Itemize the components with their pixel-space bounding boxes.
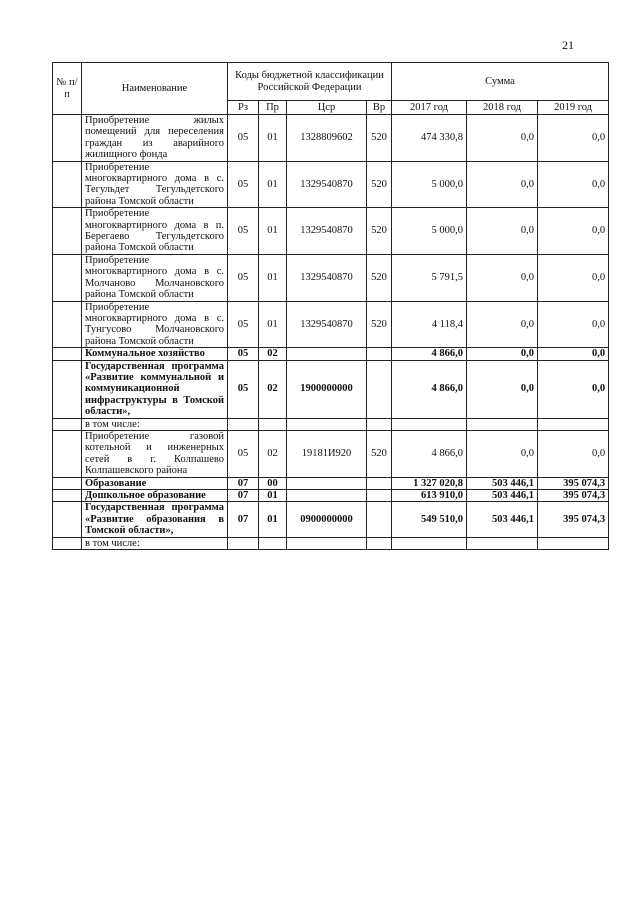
- table-row: [53, 502, 609, 537]
- table-row: [53, 348, 609, 360]
- cell-rz: 05: [228, 430, 259, 477]
- cell-rz: [228, 418, 259, 430]
- cell-pr: 02: [259, 348, 287, 360]
- cell-vr: 520: [367, 254, 392, 301]
- cell-number: [53, 490, 82, 502]
- header-2017: 2017 год: [392, 101, 467, 115]
- cell-csr: 1329540870: [287, 301, 367, 348]
- cell-rz: 05: [228, 115, 259, 162]
- cell-rz: 07: [228, 490, 259, 502]
- cell-number: [53, 418, 82, 430]
- cell-number: [53, 360, 82, 418]
- cell-csr: [287, 418, 367, 430]
- cell-2018: 503 446,1: [467, 477, 538, 489]
- cell-pr: 02: [259, 430, 287, 477]
- cell-csr: 1328809602: [287, 115, 367, 162]
- cell-2018: [467, 418, 538, 430]
- cell-2018: 0,0: [467, 208, 538, 255]
- cell-vr: [367, 502, 392, 537]
- cell-2019: 0,0: [538, 115, 609, 162]
- page-number: 21: [562, 38, 574, 52]
- cell-pr: 00: [259, 477, 287, 489]
- header-2019: 2019 год: [538, 101, 609, 115]
- cell-pr: 01: [259, 115, 287, 162]
- cell-pr: 01: [259, 490, 287, 502]
- cell-2019: 0,0: [538, 430, 609, 477]
- cell-2018: 0,0: [467, 254, 538, 301]
- cell-pr: 01: [259, 301, 287, 348]
- cell-rz: 05: [228, 254, 259, 301]
- cell-2018: 0,0: [467, 161, 538, 208]
- cell-2018: 503 446,1: [467, 490, 538, 502]
- table-row: [53, 490, 609, 502]
- table-row: [53, 208, 609, 255]
- cell-number: [53, 502, 82, 537]
- header-number: № п/п: [53, 63, 82, 115]
- cell-2019: 395 074,3: [538, 502, 609, 537]
- cell-2019: 0,0: [538, 348, 609, 360]
- cell-name: Государственная программа «Развитие образования в Томской области»,: [82, 502, 228, 537]
- cell-csr: 19181И920: [287, 430, 367, 477]
- cell-number: [53, 115, 82, 162]
- cell-2017: 5 000,0: [392, 161, 467, 208]
- cell-pr: 01: [259, 208, 287, 255]
- cell-2017: 1 327 020,8: [392, 477, 467, 489]
- cell-csr: [287, 537, 367, 549]
- cell-2018: 0,0: [467, 430, 538, 477]
- table-row: [53, 254, 609, 301]
- cell-name: в том числе:: [82, 537, 228, 549]
- cell-rz: 05: [228, 360, 259, 418]
- cell-2019: 395 074,3: [538, 490, 609, 502]
- header-rz: Рз: [228, 101, 259, 115]
- cell-vr: [367, 348, 392, 360]
- cell-2017: 4 118,4: [392, 301, 467, 348]
- cell-name: Приобретение многоквартирного дома в с. Тегульдет Тегульдетского района Томской области: [82, 161, 228, 208]
- cell-number: [53, 254, 82, 301]
- cell-vr: 520: [367, 301, 392, 348]
- cell-2019: 0,0: [538, 254, 609, 301]
- table-row: [53, 161, 609, 208]
- cell-vr: [367, 477, 392, 489]
- cell-number: [53, 348, 82, 360]
- cell-number: [53, 430, 82, 477]
- cell-pr: [259, 418, 287, 430]
- cell-2018: 0,0: [467, 115, 538, 162]
- cell-name: Приобретение многоквартирного дома в с. Молчаново Молчановского района Томской области: [82, 254, 228, 301]
- cell-2019: 0,0: [538, 208, 609, 255]
- cell-number: [53, 301, 82, 348]
- cell-2018: 503 446,1: [467, 502, 538, 537]
- cell-csr: 0900000000: [287, 502, 367, 537]
- table-row: [53, 430, 609, 477]
- cell-rz: 05: [228, 208, 259, 255]
- cell-2017: 549 510,0: [392, 502, 467, 537]
- cell-name: Образование: [82, 477, 228, 489]
- budget-table: [52, 62, 609, 550]
- cell-number: [53, 477, 82, 489]
- cell-pr: 01: [259, 502, 287, 537]
- cell-2017: 5 000,0: [392, 208, 467, 255]
- cell-number: [53, 208, 82, 255]
- cell-csr: [287, 477, 367, 489]
- header-sum: Сумма: [392, 63, 609, 101]
- header-vr: Вр: [367, 101, 392, 115]
- cell-name: Приобретение газовой котельной и инженерных сетей в г. Колпашево Колпашевского района: [82, 430, 228, 477]
- cell-vr: 520: [367, 115, 392, 162]
- cell-2019: 0,0: [538, 161, 609, 208]
- cell-rz: 07: [228, 477, 259, 489]
- cell-rz: 05: [228, 301, 259, 348]
- cell-2017: 474 330,8: [392, 115, 467, 162]
- cell-rz: 05: [228, 348, 259, 360]
- cell-csr: 1329540870: [287, 254, 367, 301]
- cell-rz: 05: [228, 161, 259, 208]
- header-2018: 2018 год: [467, 101, 538, 115]
- cell-name: Дошкольное образование: [82, 490, 228, 502]
- table-row: [53, 115, 609, 162]
- header-name: Наименование: [82, 63, 228, 115]
- cell-name: Коммунальное хозяйство: [82, 348, 228, 360]
- cell-vr: [367, 490, 392, 502]
- cell-2019: 395 074,3: [538, 477, 609, 489]
- table-row: [53, 360, 609, 418]
- table-row: [53, 537, 609, 549]
- cell-rz: [228, 537, 259, 549]
- cell-name: Государственная программа «Развитие коммунальной и коммуникационной инфраструктуры в Томской области»,: [82, 360, 228, 418]
- cell-name: в том числе:: [82, 418, 228, 430]
- cell-2019: 0,0: [538, 301, 609, 348]
- cell-2017: 4 866,0: [392, 348, 467, 360]
- cell-vr: 520: [367, 208, 392, 255]
- cell-name: Приобретение многоквартирного дома в с. Тунгусово Молчановского района Томской области: [82, 301, 228, 348]
- cell-2018: 0,0: [467, 348, 538, 360]
- cell-vr: 520: [367, 161, 392, 208]
- cell-2017: [392, 418, 467, 430]
- cell-2019: [538, 537, 609, 549]
- cell-csr: [287, 490, 367, 502]
- cell-2017: 5 791,5: [392, 254, 467, 301]
- cell-pr: 01: [259, 161, 287, 208]
- table-row: [53, 418, 609, 430]
- cell-vr: [367, 360, 392, 418]
- cell-number: [53, 161, 82, 208]
- header-csr: Цср: [287, 101, 367, 115]
- cell-2018: 0,0: [467, 301, 538, 348]
- cell-2017: [392, 537, 467, 549]
- header-pr: Пр: [259, 101, 287, 115]
- cell-vr: 520: [367, 430, 392, 477]
- cell-rz: 07: [228, 502, 259, 537]
- cell-vr: [367, 537, 392, 549]
- cell-2017: 4 866,0: [392, 430, 467, 477]
- cell-2019: [538, 418, 609, 430]
- cell-2017: 4 866,0: [392, 360, 467, 418]
- cell-vr: [367, 418, 392, 430]
- cell-csr: 1329540870: [287, 208, 367, 255]
- cell-name: Приобретение жилых помещений для переселения граждан из аварийного жилищного фонда: [82, 115, 228, 162]
- cell-2019: 0,0: [538, 360, 609, 418]
- cell-2017: 613 910,0: [392, 490, 467, 502]
- cell-pr: 01: [259, 254, 287, 301]
- table-row: [53, 301, 609, 348]
- cell-csr: [287, 348, 367, 360]
- table-row: [53, 477, 609, 489]
- cell-pr: [259, 537, 287, 549]
- cell-number: [53, 537, 82, 549]
- cell-pr: 02: [259, 360, 287, 418]
- cell-2018: [467, 537, 538, 549]
- cell-name: Приобретение многоквартирного дома в п. Берегаево Тегульдетского района Томской области: [82, 208, 228, 255]
- cell-csr: 1900000000: [287, 360, 367, 418]
- header-budget-codes: Коды бюджетной классификации Российской Федерации: [228, 63, 392, 101]
- cell-2018: 0,0: [467, 360, 538, 418]
- cell-csr: 1329540870: [287, 161, 367, 208]
